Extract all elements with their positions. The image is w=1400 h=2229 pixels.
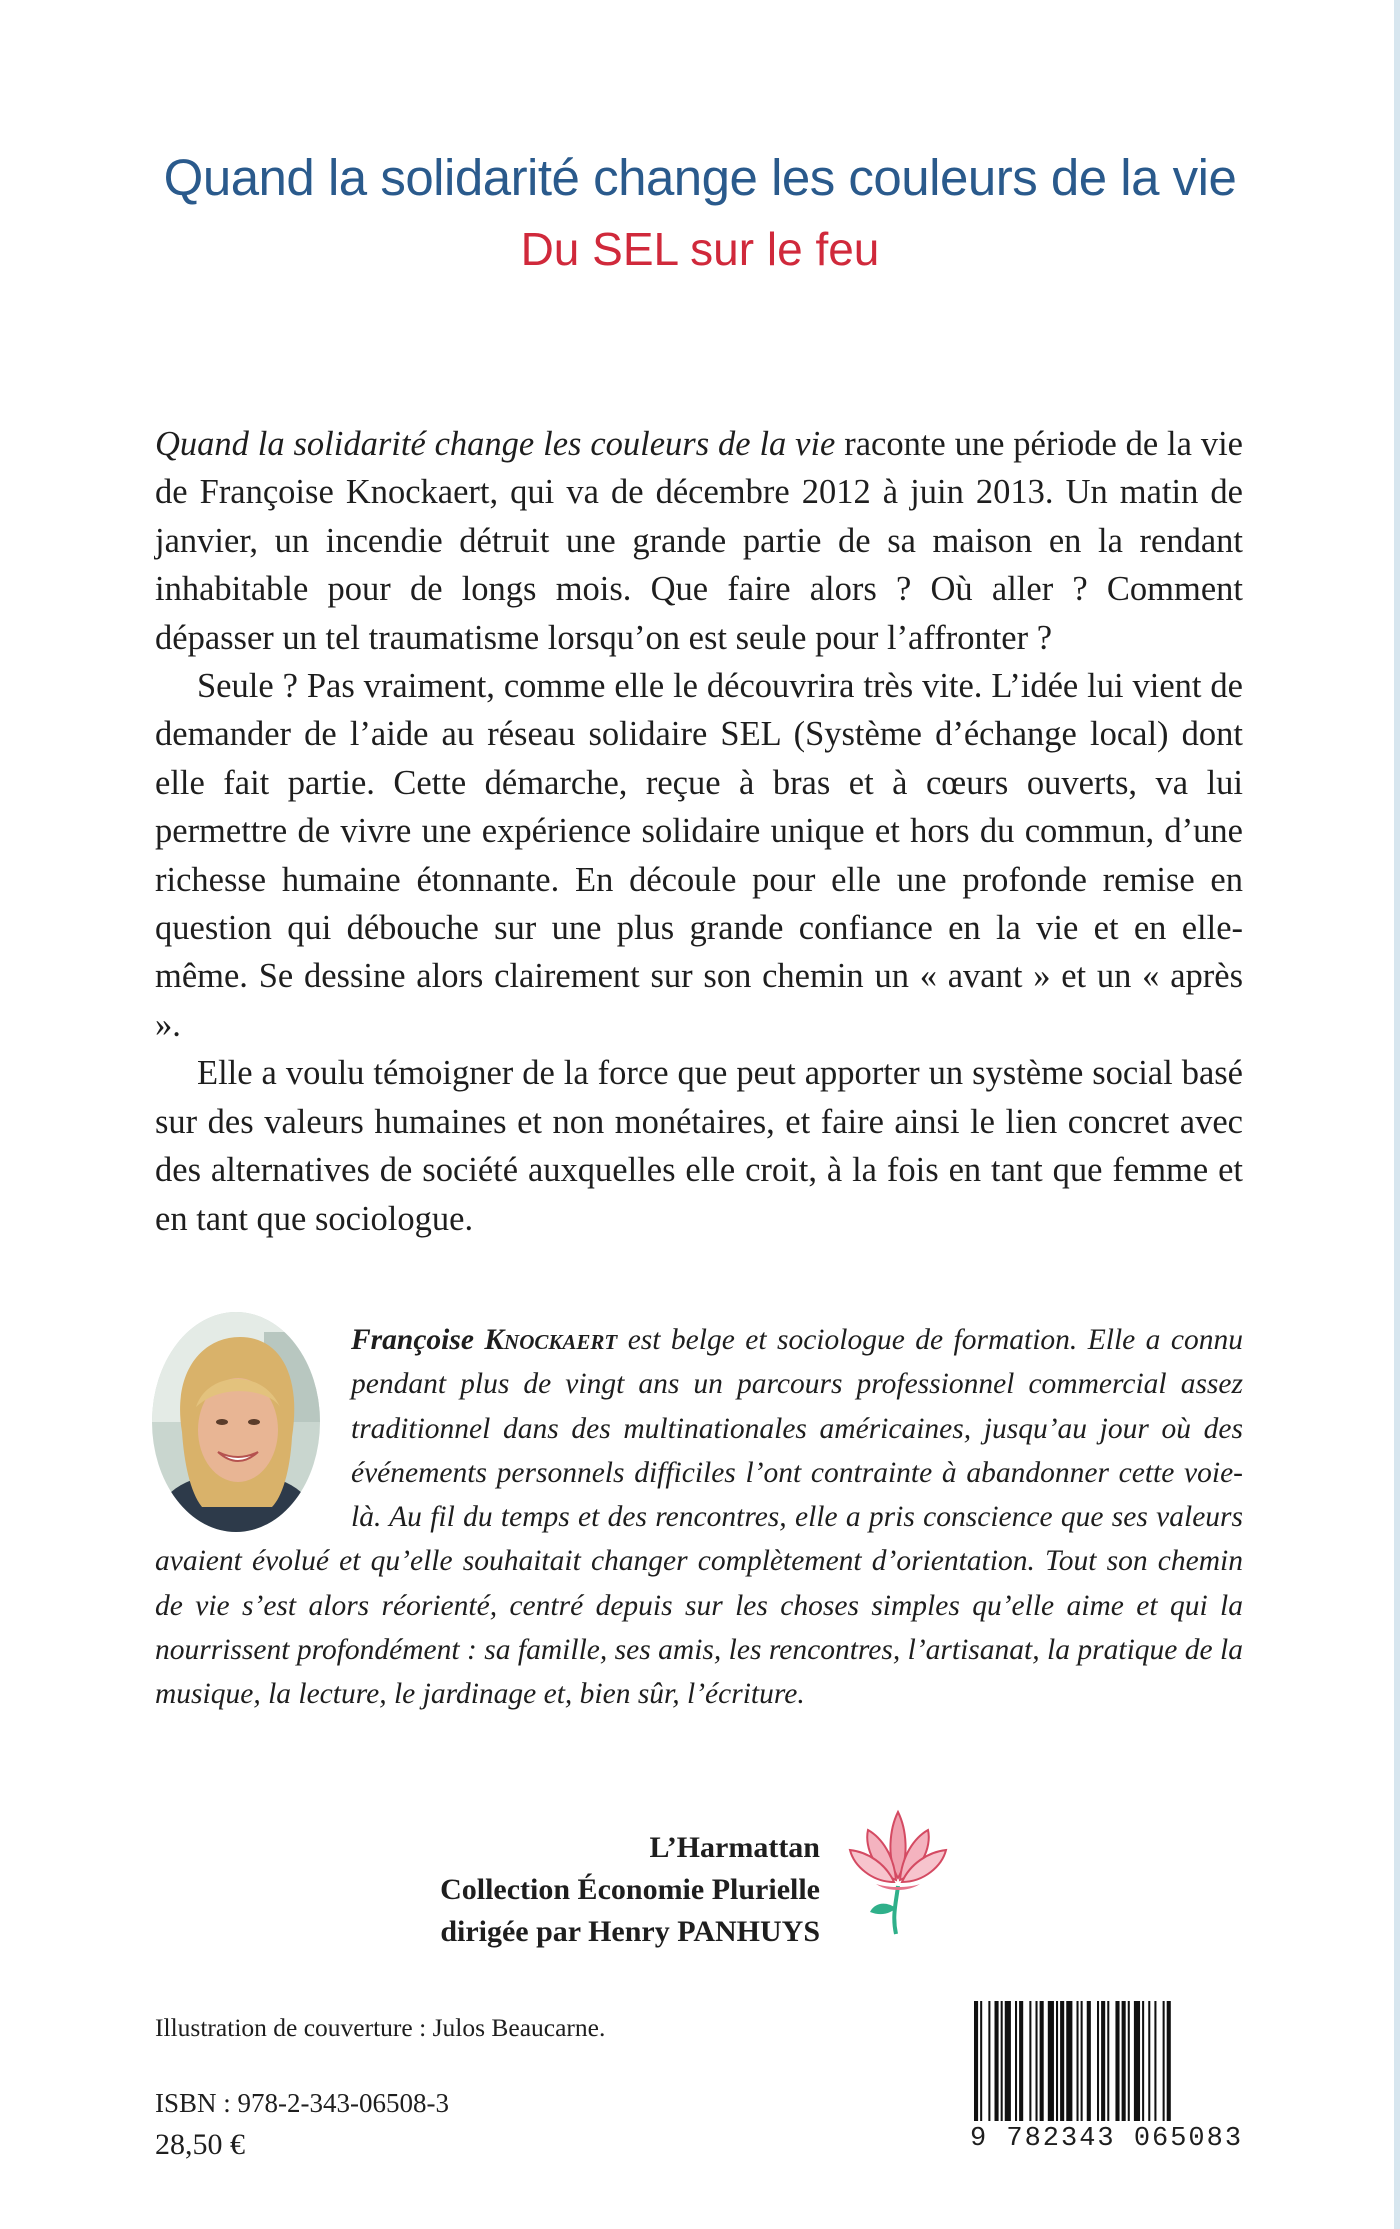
isbn: ISBN : 978-2-343-06508-3 xyxy=(155,2088,449,2118)
author-bio-text: est belge et sociologue de formation. Elle a connu pendant plus de vingt ans un parcours professionnel commercial assez traditionnel dans des multinationales américaines, jusqu’au jour où des événements personnels difficiles l’ont contrainte à abandonner cette voie-là. Au fil du temps et des rencontres, elle a pris conscience que ses valeurs avaient évolué et qu’elle souhaitait changer complètement d’orientation. Tout son chemin de vie s’est alors réorienté, centré depuis sur les choses simples qu’elle aime et qui la nourrissent profondément : sa famille, ses amis, les rencontres, l’artisanat, la pratique de la musique, la lecture, le jardinage et, bien sûr, l’écriture. xyxy=(155,1324,1243,1711)
book-subtitle: Du SEL sur le feu xyxy=(520,223,880,275)
summary-title-italic: Quand la solidarité change les couleurs de la vie xyxy=(155,425,836,463)
summary-paragraph-3: Elle a voulu témoigner de la force que peut apporter un système social basé sur des valeurs humaines et non monétaires, et faire ainsi le lien concret avec des alternatives de société auxquelles elle croit, à la fois en tant que femme et en tant que sociologue. xyxy=(155,1054,1243,1238)
summary-paragraph-2: Seule ? Pas vraiment, comme elle le découvrira très vite. L’idée lui vient de demander de l’aide au réseau solidaire SEL (Système d’échange local) dont elle fait partie. Cette démarche, reçue à bras et à cœurs ouverts, va lui permettre de vivre une expérience solidaire unique et hors du commun, d’une richesse humaine étonnante. En découle pour elle une profonde remise en question qui débouche sur une plus grande confiance en la vie et en elle-même. Se dessine alors clairement sur son chemin un « avant » et un « après ». xyxy=(155,667,1243,1044)
publisher-director: dirigée par Henry PANHUYS xyxy=(440,1915,820,1948)
summary-p1-text: raconte une période de la vie de Françoise Knockaert, qui va de décembre 2012 à juin 2013. Un matin de janvier, un incendie détruit une grande partie de sa maison en la rendant inhabitable pour de longs mois. Que faire alors ? Où aller ? Comment dépasser un tel traumatisme lorsqu’on est seule pour l’affronter ? xyxy=(155,425,1243,657)
publisher-collection: Collection Économie Plurielle xyxy=(440,1873,820,1906)
illustration-credit: Illustration de couverture : Julos Beaucarne. xyxy=(155,2013,606,2042)
book-title: Quand la solidarité change les couleurs de la vie xyxy=(163,149,1237,206)
author-bio xyxy=(155,1318,1243,1717)
author-last-name: Knockaert xyxy=(484,1324,618,1356)
author-first-name: Françoise xyxy=(351,1324,485,1356)
publisher-name: L’Harmattan xyxy=(649,1831,820,1864)
cover-right-edge xyxy=(1394,0,1400,2229)
lotus-logo-icon xyxy=(846,1808,950,1938)
summary-text xyxy=(155,420,1243,1243)
summary-paragraph-1 xyxy=(155,420,1243,662)
barcode-digits: 9 782343 065083 xyxy=(970,2124,1244,2154)
price: 28,50 € xyxy=(155,2128,245,2161)
publisher-block xyxy=(360,1827,820,1953)
